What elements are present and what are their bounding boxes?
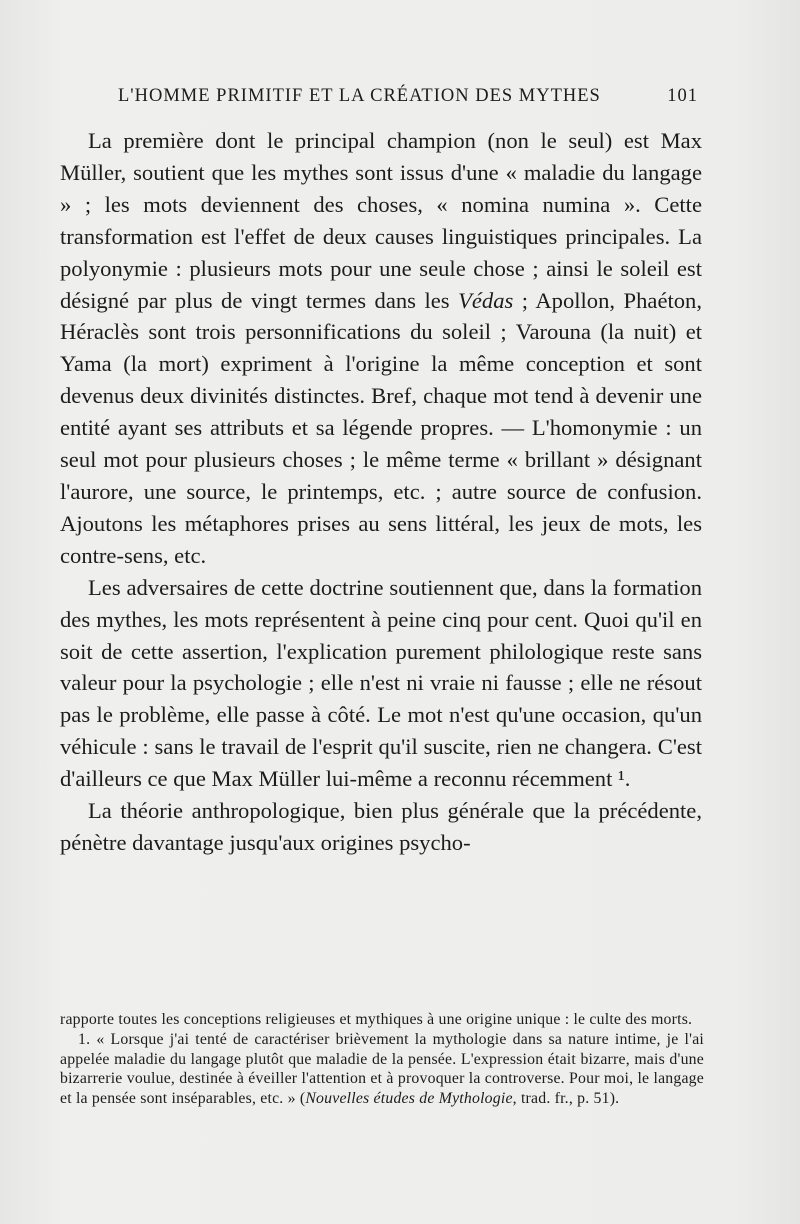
running-title: L'HOMME PRIMITIF ET LA CRÉATION DES MYTHES <box>118 86 601 106</box>
paragraph-1-text-cont: ; Apollon, Phaéton, Héraclès sont trois personnifications du soleil ; Varouna (la nuit) et Yama (la mort) expriment à l'origine la même conception et sont devenus deux divinités distinctes. Bref, chaque mot tend à devenir une entité ayant ses attributs et sa légende propres. — L'homonymie : un seul mot pour plusieurs choses ; le même terme « brillant » désignant l'aurore, une source, le printemps, etc. ; autre source de confusion. Ajoutons les métaphores prises au sens littéral, les jeux de mots, les contre-sens, etc. <box>60 287 702 568</box>
main-text <box>60 125 702 859</box>
footnote-1-text: 1. « Lorsque j'ai tenté de caractériser brièvement la mythologie dans sa nature intime, je l'ai appelée maladie du langage plutôt que maladie de la pensée. L'expression était bizarre, mais d'une bizarrerie voulue, destinée à éveiller l'attention et à provoquer la controverse. Pour moi, le langage et la pensée sont inséparables, etc. » ( <box>60 1030 704 1108</box>
running-header <box>118 86 698 107</box>
footnote-1 <box>60 1030 704 1109</box>
page-number: 101 <box>667 86 698 106</box>
paragraph-1-text: La première dont le principal champion (non le seul) est Max Müller, soutient que les mythes sont issus d'une « maladie du langage » ; les mots deviennent des choses, « nomina numina ». Cette transformation est l'effet de deux causes linguistiques principales. La polyonymie : plusieurs mots pour une seule chose ; ainsi le soleil est désigné par plus de vingt termes dans les <box>60 128 702 313</box>
vedas-italic: Védas <box>458 287 514 313</box>
paragraph-3: La théorie anthropologique, bien plus générale que la précédente, pénètre davantage jusqu'aux origines psycho- <box>60 798 702 855</box>
footnote-1-title: Nouvelles études de Mythologie <box>305 1090 513 1108</box>
footnote-continuation: rapporte toutes les conceptions religieuses et mythiques à une origine unique : le culte des morts. <box>60 1011 693 1028</box>
footnote-1-end: , trad. fr., p. 51). <box>512 1090 620 1108</box>
paragraph-2: Les adversaires de cette doctrine soutiennent que, dans la formation des mythes, les mots représentent à peine cinq pour cent. Quoi qu'il en soit de cette assertion, l'explication purement philologique reste sans valeur pour la psychologie ; elle n'est ni vraie ni fausse ; elle ne résout pas le problème, elle passe à côté. Le mot n'est qu'une occasion, qu'un véhicule : sans le travail de l'esprit qu'il suscite, rien ne changera. C'est d'ailleurs ce que Max Müller lui-même a reconnu récemment ¹. <box>60 574 702 792</box>
footnotes <box>60 1010 704 1109</box>
paragraph-1 <box>60 125 702 572</box>
